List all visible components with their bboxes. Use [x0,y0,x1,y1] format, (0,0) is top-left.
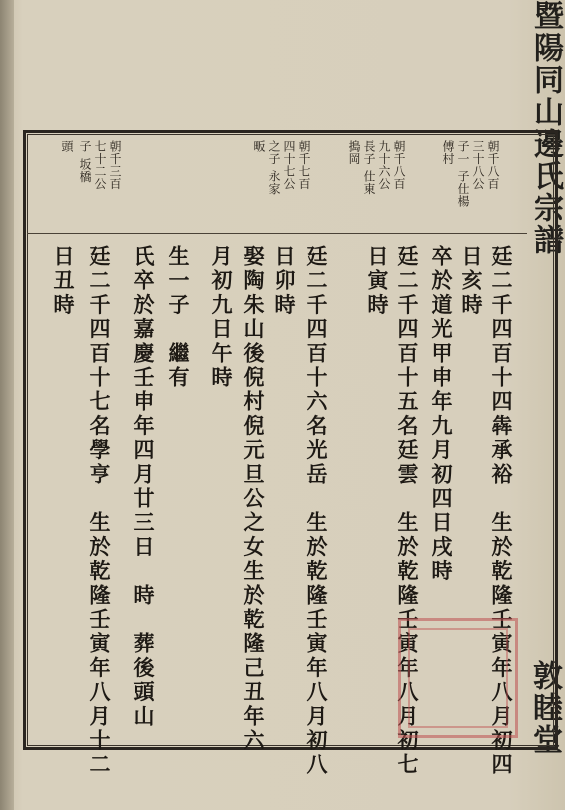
note-line: 長子 [362,140,376,165]
text-column: 卒於道光甲申年九月初四日戌時 [429,245,454,584]
note-line: 子仕楊 [456,170,470,208]
text-column: 日丑時 [51,245,76,318]
note-line: 畈 [252,140,266,153]
note-line: 朝千三百 [108,140,122,190]
hall-name: 敦睦堂 [527,660,562,756]
text-column: 廷二千四百十五名廷雲 生於乾隆壬寅年八月初七 [395,245,420,778]
text-column: 日卯時 [272,245,297,318]
note-line: 坂橋 [78,158,92,183]
note-line: 搗岡 [347,140,361,165]
text-column: 廷二千四百十七名學亨 生於乾隆壬寅年八月十二 [87,245,112,778]
text-column: 生一子 繼有 [166,245,191,391]
text-column: 月初九日午時 [209,245,234,391]
note-line: 朝千八百 [392,140,406,190]
note-line: 子 [78,140,92,153]
text-column: 娶陶朱山後倪村倪元旦公之女生於乾隆己丑年六 [241,245,266,754]
note-line: 七十二公 [93,140,107,190]
note-line: 四十七公 [282,140,296,190]
book-spine [0,0,14,810]
note-line: 之子 [267,140,281,165]
genealogy-title: 暨陽同山邊氏宗譜 [528,0,563,256]
note-line: 頭 [60,140,74,153]
note-line: 子一 [456,140,470,165]
note-line: 朝千七百 [297,140,311,190]
note-line: 朝千八百 [486,140,500,190]
text-column: 廷二千四百十六名光岳 生於乾隆壬寅年八月初八 [304,245,329,778]
note-line: 仕東 [362,170,376,195]
note-line: 永家 [267,170,281,195]
text-column: 廷二千四百十四犇承裕 生於乾隆壬寅年八月初四 [489,245,514,778]
notes-divider [27,233,527,234]
text-column: 日寅時 [365,245,390,318]
text-column: 氏卒於嘉慶壬申年四月廿三日 時 葬後頭山 [131,245,156,729]
note-line: 傅村 [441,140,455,165]
red-seal-inner [408,628,508,728]
red-seal-stamp [398,618,518,738]
note-line: 三十八公 [471,140,485,190]
note-line: 九十六公 [377,140,391,190]
text-column: 日亥時 [459,245,484,318]
